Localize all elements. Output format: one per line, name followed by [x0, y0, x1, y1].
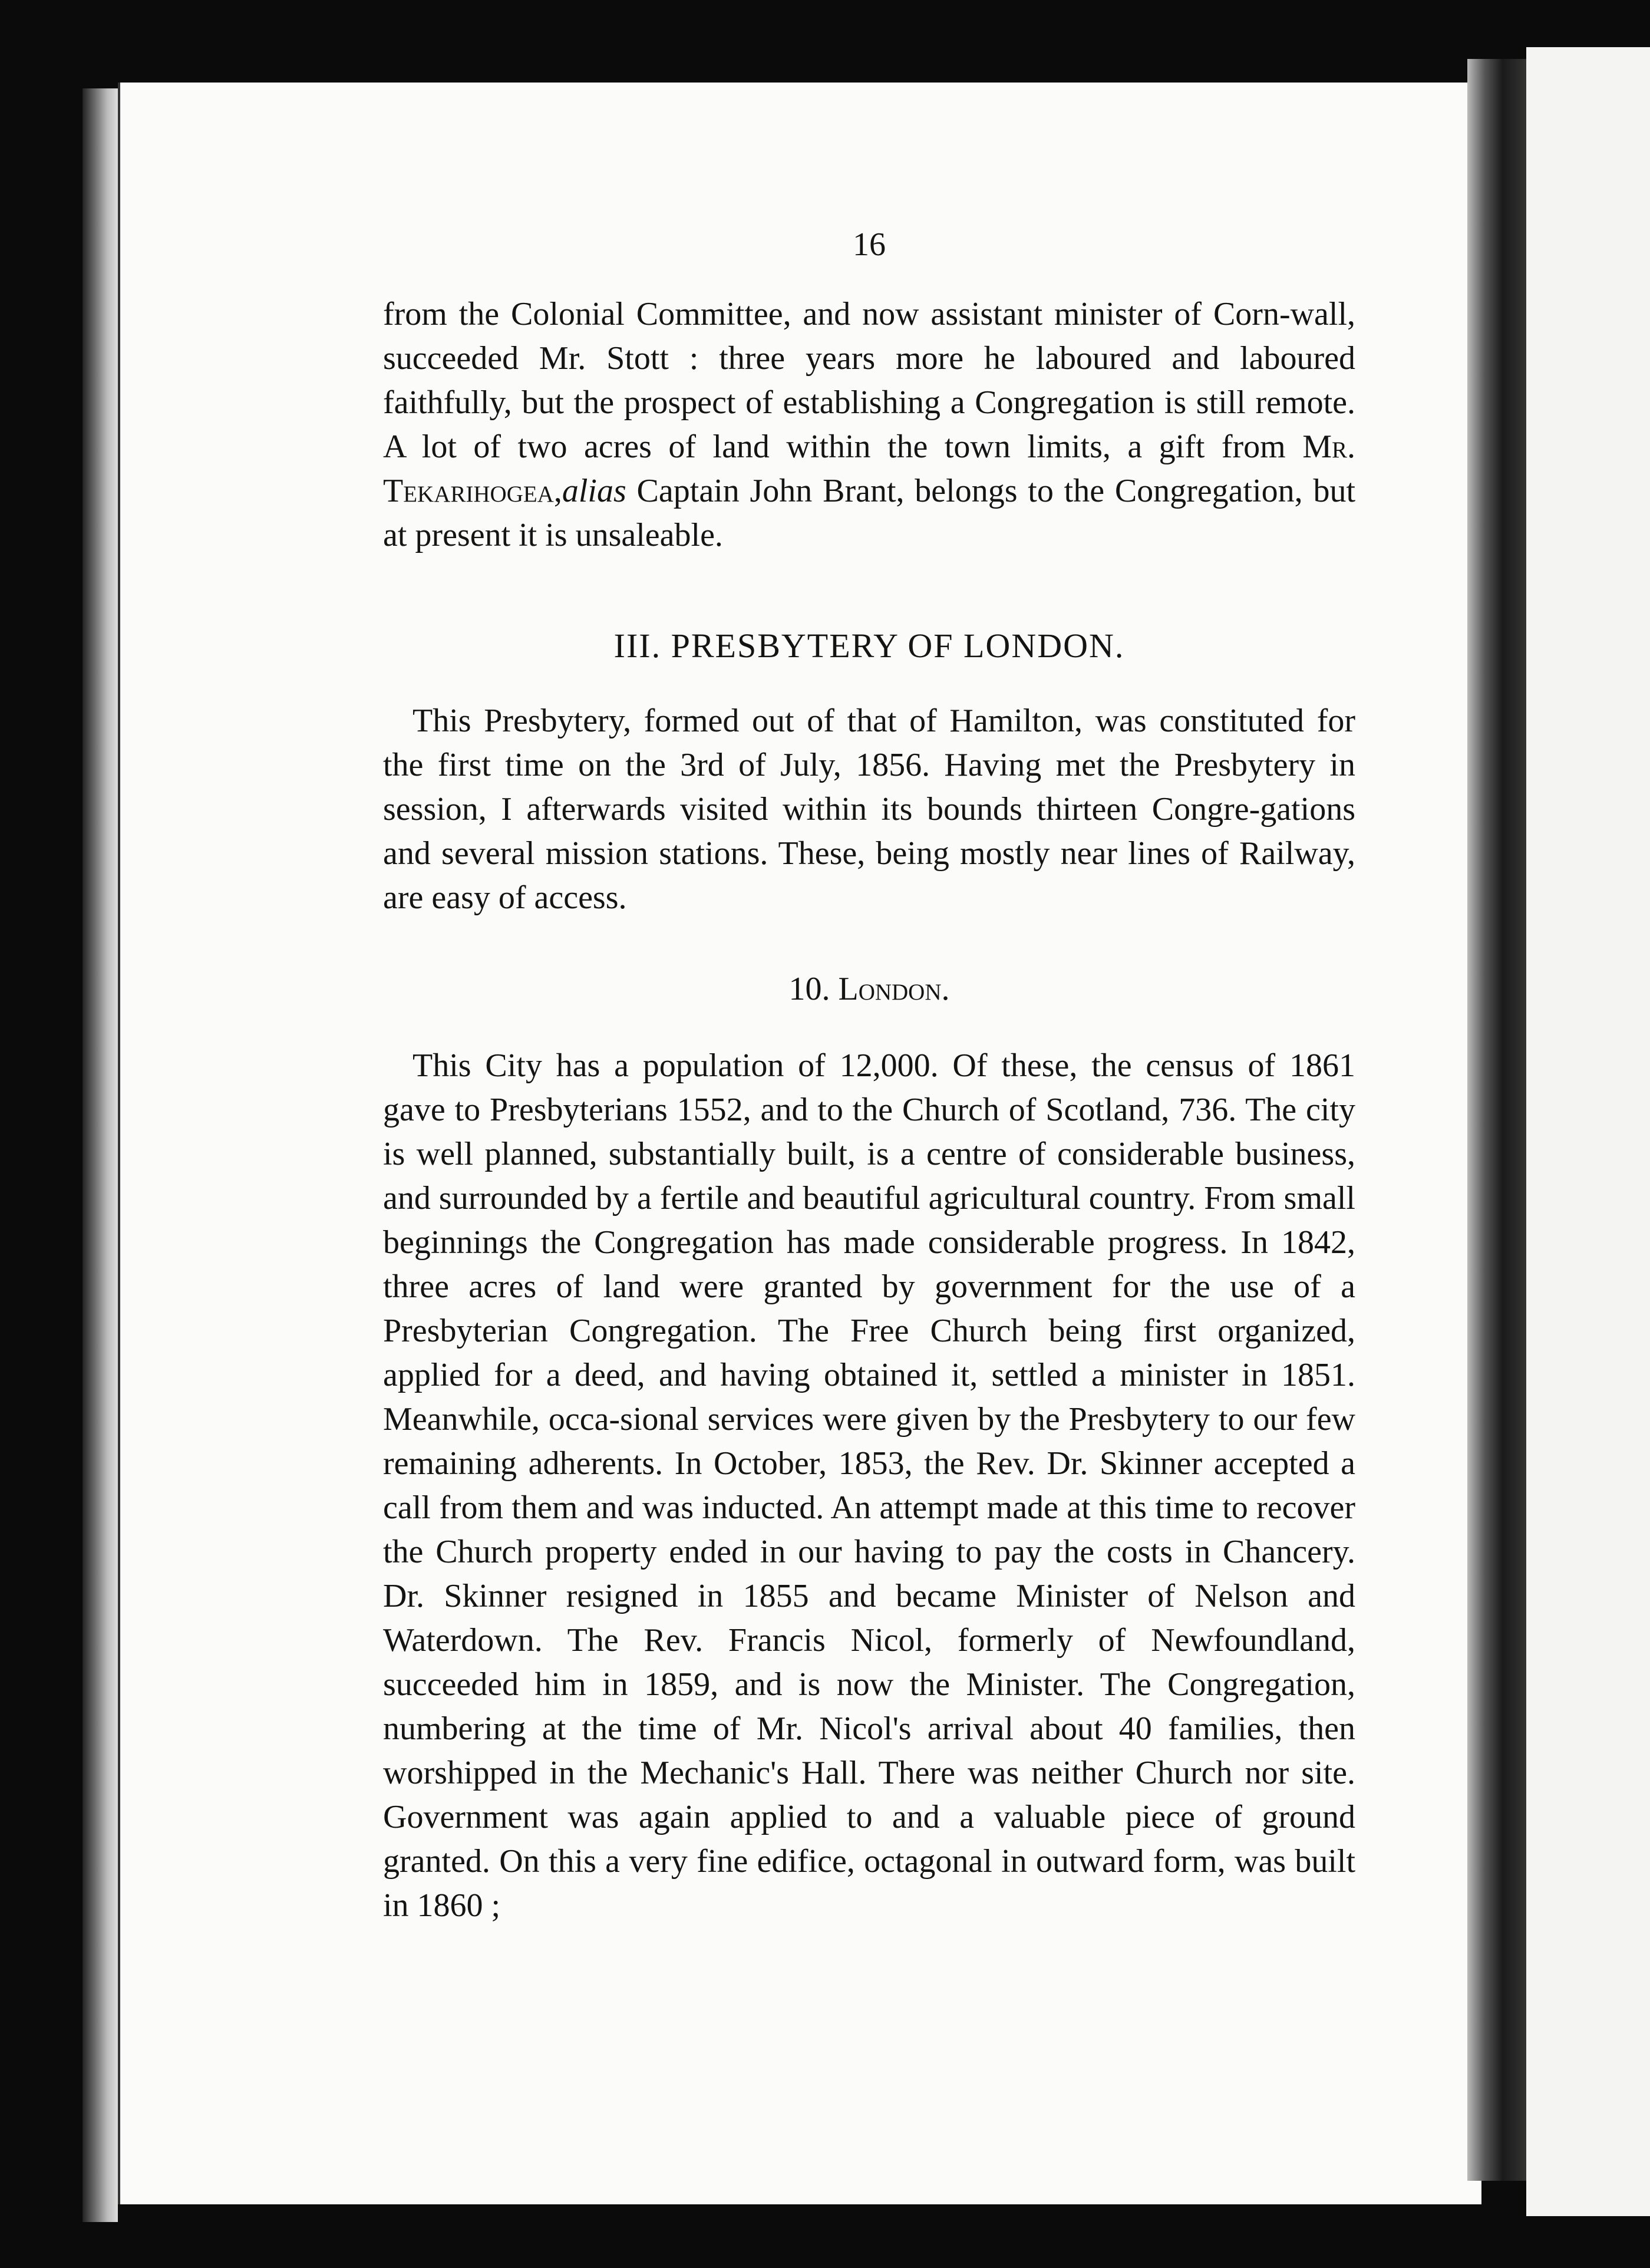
subsection-heading: [383, 967, 1355, 1011]
section-heading: III. PRESBYTERY OF LONDON.: [613, 627, 1125, 665]
subsection-title: London.: [838, 971, 950, 1007]
continuation-text-part-2: Captain John Brant, belongs to the Congregation, but at present it is unsaleable.: [383, 473, 1355, 553]
comma: ,: [553, 473, 562, 509]
continuation-paragraph: [383, 292, 1355, 558]
continuation-text-part-1: from the Colonial Committee, and now assistant minister of Corn-wall, succeeded Mr. Stott : three years more he laboured and laboured faithfully, but the prospect of establishing a Congregation is still remote. A lot of two acres of land within the town limits, a gift from: [383, 296, 1355, 465]
book-gutter: [1467, 59, 1526, 2181]
facing-page-edge: [1526, 47, 1650, 2216]
subsection-paragraph: This City has a population of 12,000. Of these, the census of 1861 gave to Presbyterians 1552, and to the Church of Scotland, 736. The city is well planned, substantially built, is a centre of considerable business, and surrounded by a fertile and beautiful agricultural country. From small beginnings the Congregation has made considerable progress. In 1842, three acres of land were granted by government for the use of a Presbyterian Congregation. The Free Church being first organized, applied for a deed, and having obtained it, settled a minister in 1851. Meanwhile, occa-sional services were given by the Presbytery to our few remaining adherents. In October, 1853, the Rev. Dr. Skinner accepted a call from them and was inducted. An attempt made at this time to recover the Church property ended in our having to pay the costs in Chancery. Dr. Skinner resigned in 1855 and became Minister of Nelson and Waterdown. The Rev. Francis Nicol, formerly of Newfoundland, succeeded him in 1859, and is now the Minister. The Congregation, numbering at the time of Mr. Nicol's arrival about 40 families, then worshipped in the Mechanic's Hall. There was neither Church nor site. Government was again applied to and a valuable piece of ground granted. On this a very fine edifice, octagonal in outward form, was built in 1860 ;: [383, 1047, 1355, 1924]
left-binding-edge: [82, 88, 118, 2222]
person-name-small-caps: Mr. Tekarihogea: [383, 428, 1355, 509]
page-number: 16: [853, 226, 886, 263]
page-content: [383, 224, 1355, 1928]
subsection-number: 10.: [788, 971, 830, 1007]
section-intro-paragraph: This Presbytery, formed out of that of Hamilton, was constituted for the first time on the 3rd of July, 1856. Having met the Presbytery in session, I afterwards visited within its bounds thirteen Congre-gations and several mission stations. These, being mostly near lines of Railway, are easy of access.: [383, 703, 1355, 916]
alias-italic: alias: [562, 473, 626, 509]
